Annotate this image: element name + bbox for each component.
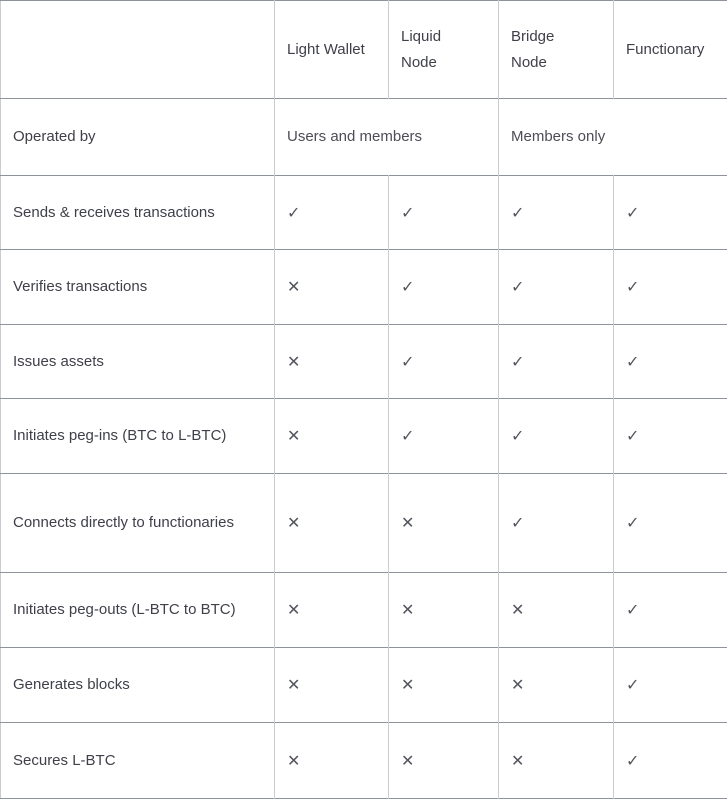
mark-cell <box>614 176 727 250</box>
mark-cell <box>275 399 389 474</box>
mark-cell <box>499 250 614 325</box>
cross-icon: ✕ <box>401 600 414 619</box>
feature-row-secures-lbtc <box>1 723 727 799</box>
mark-cell <box>499 176 614 250</box>
mark-cell <box>389 648 499 723</box>
cross-icon: ✕ <box>287 675 300 694</box>
cross-icon: ✕ <box>511 675 524 694</box>
row-label: Verifies transactions <box>1 250 275 325</box>
cross-icon: ✕ <box>287 513 300 532</box>
check-icon: ✓ <box>511 203 524 222</box>
feature-row-generates-blocks <box>1 648 727 723</box>
cross-icon: ✕ <box>401 675 414 694</box>
mark-cell <box>389 250 499 325</box>
row-label: Initiates peg-outs (L-BTC to BTC) <box>1 573 275 648</box>
column-header-functionary: Functionary <box>614 1 727 99</box>
check-icon: ✓ <box>511 277 524 296</box>
check-icon: ✓ <box>401 277 414 296</box>
mark-cell <box>389 399 499 474</box>
column-header-light-wallet: Light Wallet <box>275 1 389 99</box>
check-icon: ✓ <box>401 203 414 222</box>
cross-icon: ✕ <box>401 751 414 770</box>
check-icon: ✓ <box>626 675 639 694</box>
operated-by-members-only-cell: Members only <box>499 99 727 176</box>
mark-cell <box>614 474 727 573</box>
check-icon: ✓ <box>626 751 639 770</box>
check-icon: ✓ <box>626 352 639 371</box>
row-label: Generates blocks <box>1 648 275 723</box>
mark-cell <box>614 648 727 723</box>
mark-cell <box>499 723 614 799</box>
mark-cell <box>275 474 389 573</box>
row-label: Initiates peg-ins (BTC to L-BTC) <box>1 399 275 474</box>
cross-icon: ✕ <box>287 751 300 770</box>
mark-cell <box>499 648 614 723</box>
check-icon: ✓ <box>511 352 524 371</box>
mark-cell <box>614 250 727 325</box>
check-icon: ✓ <box>511 426 524 445</box>
row-label: Issues assets <box>1 325 275 399</box>
feature-row-initiates-peg-outs <box>1 573 727 648</box>
operated-by-users-and-members-cell: Users and members <box>275 99 499 176</box>
mark-cell <box>614 723 727 799</box>
mark-cell <box>614 399 727 474</box>
feature-row-connects-functionaries <box>1 474 727 573</box>
cross-icon: ✕ <box>511 751 524 770</box>
mark-cell <box>499 399 614 474</box>
mark-cell <box>275 325 389 399</box>
mark-cell <box>275 723 389 799</box>
row-label: Connects directly to functionaries <box>1 474 275 573</box>
mark-cell <box>275 573 389 648</box>
corner-header-cell <box>1 1 275 99</box>
operated-by-row <box>1 99 727 176</box>
cross-icon: ✕ <box>287 352 300 371</box>
row-label-operated-by: Operated by <box>1 99 275 176</box>
check-icon: ✓ <box>626 203 639 222</box>
row-label: Secures L-BTC <box>1 723 275 799</box>
mark-cell <box>499 325 614 399</box>
mark-cell <box>275 250 389 325</box>
mark-cell <box>614 325 727 399</box>
mark-cell <box>614 573 727 648</box>
feature-row-sends-receives <box>1 176 727 250</box>
mark-cell <box>389 573 499 648</box>
mark-cell <box>389 474 499 573</box>
row-label: Sends & receives transactions <box>1 176 275 250</box>
column-header-liquid-node: Liquid Node <box>389 1 499 99</box>
mark-cell <box>499 474 614 573</box>
check-icon: ✓ <box>626 600 639 619</box>
check-icon: ✓ <box>401 426 414 445</box>
feature-row-initiates-peg-ins <box>1 399 727 474</box>
cross-icon: ✕ <box>287 600 300 619</box>
cross-icon: ✕ <box>287 277 300 296</box>
mark-cell <box>389 176 499 250</box>
cross-icon: ✕ <box>401 513 414 532</box>
cross-icon: ✕ <box>287 426 300 445</box>
feature-row-verifies-transactions <box>1 250 727 325</box>
mark-cell <box>275 648 389 723</box>
mark-cell <box>389 723 499 799</box>
check-icon: ✓ <box>626 426 639 445</box>
mark-cell <box>275 176 389 250</box>
check-icon: ✓ <box>626 513 639 532</box>
column-header-bridge-node: Bridge Node <box>499 1 614 99</box>
check-icon: ✓ <box>287 203 300 222</box>
check-icon: ✓ <box>626 277 639 296</box>
mark-cell <box>389 325 499 399</box>
feature-row-issues-assets <box>1 325 727 399</box>
check-icon: ✓ <box>401 352 414 371</box>
mark-cell <box>499 573 614 648</box>
check-icon: ✓ <box>511 513 524 532</box>
cross-icon: ✕ <box>511 600 524 619</box>
header-row <box>1 1 727 99</box>
